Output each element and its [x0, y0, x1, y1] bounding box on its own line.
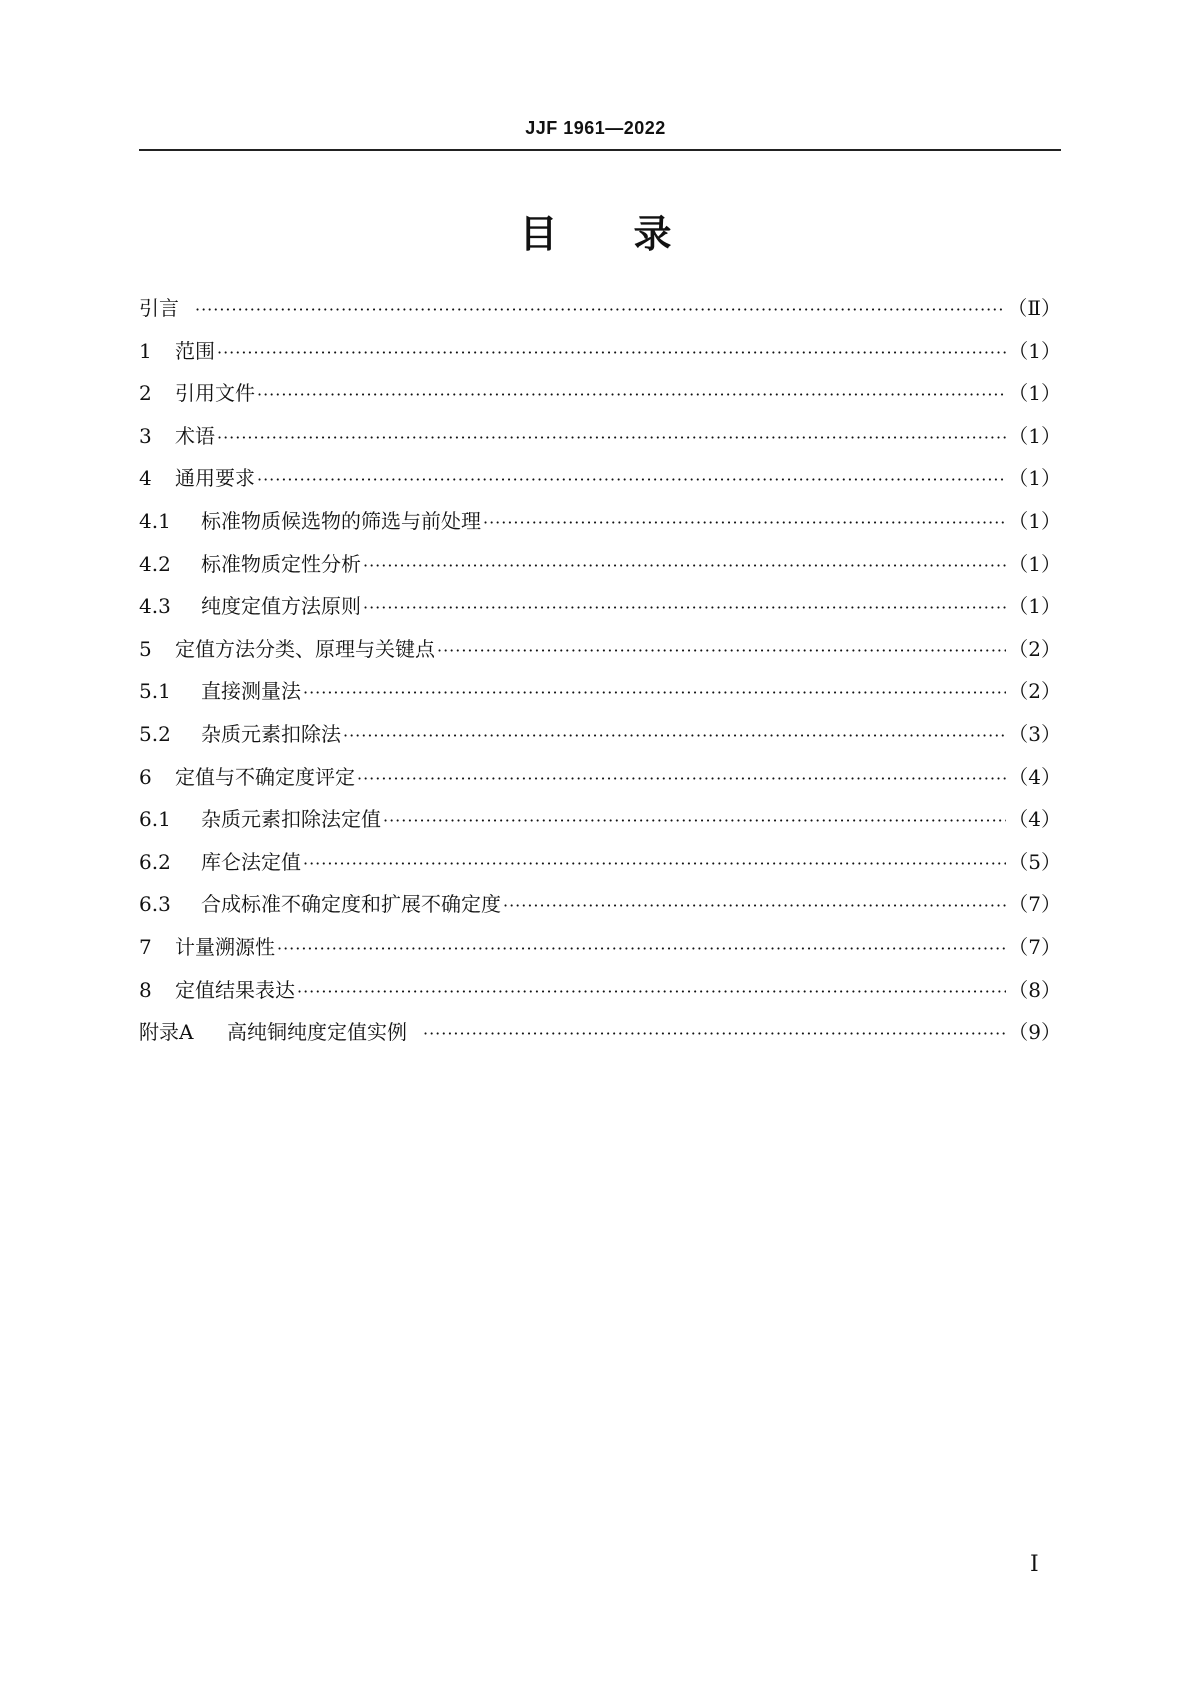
header-rule — [139, 149, 1061, 151]
toc-entry[interactable] — [139, 761, 1061, 804]
table-of-contents — [139, 292, 1061, 1059]
toc-entry[interactable] — [139, 718, 1061, 761]
toc-entry-label: 直接测量法 — [201, 679, 301, 704]
toc-entry-page: （3） — [1008, 721, 1061, 746]
toc-entry-label: 高纯铜纯度定值实例 — [227, 1020, 407, 1045]
toc-entry[interactable] — [139, 1016, 1061, 1059]
dot-leader — [363, 592, 1006, 624]
toc-entry[interactable] — [139, 633, 1061, 676]
dot-leader — [303, 677, 1006, 709]
dot-leader — [217, 337, 1006, 369]
toc-entry-label: 定值结果表达 — [175, 977, 295, 1002]
toc-entry-label: 标准物质候选物的筛选与前处理 — [201, 508, 481, 533]
dot-leader — [437, 635, 1006, 667]
toc-entry-label: 范围 — [175, 338, 215, 363]
toc-entry-label: 杂质元素扣除法 — [201, 721, 341, 746]
toc-entry-number: 6.2 — [139, 849, 171, 874]
toc-entry-number: 5.2 — [139, 721, 171, 746]
toc-entry-number: 7 — [139, 934, 152, 959]
toc-entry[interactable] — [139, 803, 1061, 846]
page-number: Ⅰ — [1030, 1552, 1039, 1577]
toc-entry-label: 合成标准不确定度和扩展不确定度 — [201, 892, 501, 917]
toc-entry-label: 引言 — [139, 296, 179, 320]
toc-entry-page: （1） — [1008, 594, 1061, 619]
toc-entry-number: 8 — [139, 977, 152, 1002]
toc-entry[interactable] — [139, 292, 1061, 335]
dot-leader — [357, 763, 1006, 795]
dot-leader — [277, 933, 1006, 965]
toc-entry-label: 标准物质定性分析 — [201, 551, 361, 576]
toc-entry-page: （8） — [1008, 977, 1061, 1002]
toc-entry-page: （4） — [1008, 807, 1061, 832]
toc-entry-label: 纯度定值方法原则 — [201, 594, 361, 619]
dot-leader — [257, 379, 1006, 411]
toc-entry-label: 定值与不确定度评定 — [175, 764, 355, 789]
dot-leader — [503, 890, 1006, 922]
toc-entry-number: 6.3 — [139, 892, 171, 917]
toc-entry-number: 4.2 — [139, 551, 171, 576]
dot-leader — [303, 848, 1006, 880]
dot-leader — [257, 464, 1006, 496]
toc-entry-number: 4.3 — [139, 594, 171, 619]
toc-entry-number: 3 — [139, 423, 152, 448]
toc-entry-label: 计量溯源性 — [175, 934, 275, 959]
toc-entry-label: 库仑法定值 — [201, 849, 301, 874]
toc-entry-page: （1） — [1008, 508, 1061, 533]
toc-entry-page: （1） — [1008, 381, 1061, 406]
toc-entry[interactable] — [139, 377, 1061, 420]
title-char-1: 目 — [519, 212, 558, 256]
dot-leader — [423, 1018, 1006, 1050]
toc-entry-page: （7） — [1008, 934, 1061, 959]
toc-entry-page: （Ⅱ） — [1007, 296, 1061, 320]
toc-entry[interactable] — [139, 888, 1061, 931]
toc-entry-number: 1 — [139, 338, 152, 363]
toc-entry-page: （9） — [1008, 1020, 1061, 1045]
dot-leader — [195, 294, 1005, 326]
dot-leader — [217, 422, 1006, 454]
toc-entry[interactable] — [139, 974, 1061, 1017]
title-char-2: 录 — [633, 212, 672, 256]
toc-entry-number: 5 — [139, 636, 152, 661]
toc-entry[interactable] — [139, 675, 1061, 718]
toc-entry-page: （1） — [1008, 338, 1061, 363]
toc-entry-page: （1） — [1008, 423, 1061, 448]
toc-entry-number: 4 — [139, 466, 152, 491]
toc-entry-label: 定值方法分类、原理与关键点 — [175, 636, 435, 661]
toc-entry-label: 通用要求 — [175, 466, 255, 491]
toc-entry-page: （1） — [1008, 466, 1061, 491]
dot-leader — [483, 507, 1006, 539]
toc-entry[interactable] — [139, 548, 1061, 591]
toc-entry-number: 4.1 — [139, 508, 171, 533]
toc-entry-label: 引用文件 — [175, 381, 255, 406]
toc-entry-page: （2） — [1008, 679, 1061, 704]
toc-entry[interactable] — [139, 931, 1061, 974]
toc-entry[interactable] — [139, 590, 1061, 633]
dot-leader — [383, 805, 1006, 837]
toc-entry-page: （7） — [1008, 892, 1061, 917]
toc-entry-label: 术语 — [175, 423, 215, 448]
toc-entry[interactable] — [139, 335, 1061, 378]
toc-entry-page: （2） — [1008, 636, 1061, 661]
toc-entry-number: 6.1 — [139, 807, 171, 832]
toc-entry-number: 5.1 — [139, 679, 171, 704]
dot-leader — [297, 976, 1006, 1008]
toc-entry-page: （5） — [1008, 849, 1061, 874]
toc-entry[interactable] — [139, 505, 1061, 548]
toc-entry[interactable] — [139, 420, 1061, 463]
dot-leader — [363, 550, 1006, 582]
toc-entry[interactable] — [139, 462, 1061, 505]
dot-leader — [343, 720, 1006, 752]
toc-entry-page: （1） — [1008, 551, 1061, 576]
toc-entry-label: 杂质元素扣除法定值 — [201, 807, 381, 832]
toc-entry-number: 2 — [139, 381, 152, 406]
toc-entry[interactable] — [139, 846, 1061, 889]
page-title — [0, 203, 1191, 258]
toc-entry-number: 6 — [139, 764, 152, 789]
document-code-header: JJF 1961—2022 — [525, 118, 666, 138]
toc-entry-number: 附录A — [139, 1020, 194, 1045]
toc-entry-page: （4） — [1008, 764, 1061, 789]
